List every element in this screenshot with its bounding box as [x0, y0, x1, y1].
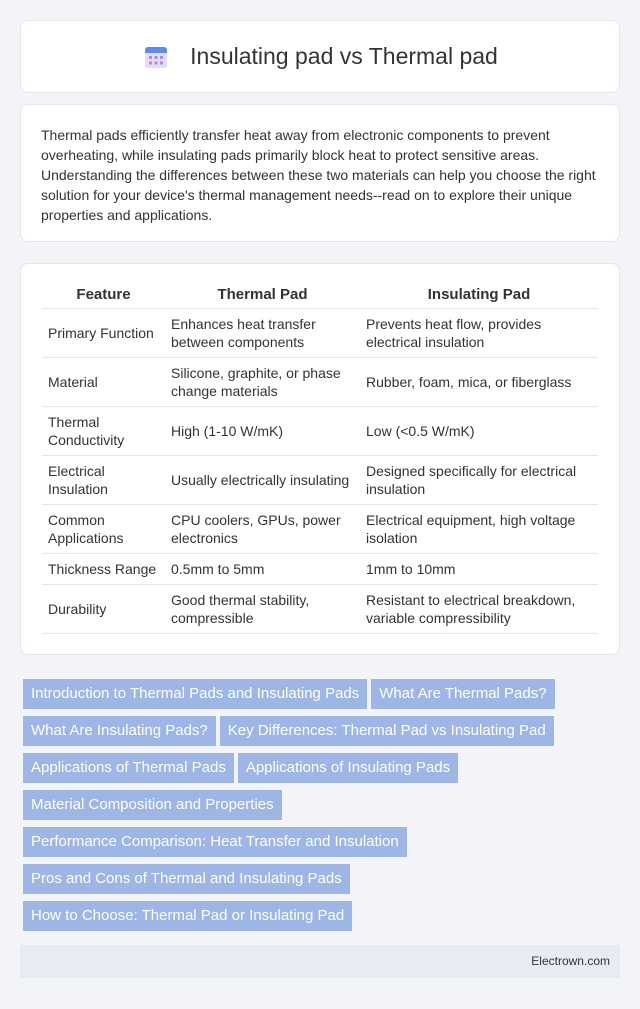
link-key-differences[interactable]: Key Differences: Thermal Pad vs Insulating Pad [220, 716, 554, 746]
table-cell: Prevents heat flow, provides electrical insulation [360, 308, 598, 357]
table-cell: Material [42, 357, 165, 406]
link-material-composition[interactable]: Material Composition and Properties [23, 790, 282, 820]
table-header-row [42, 284, 598, 308]
table-cell: Designed specifically for electrical insulation [360, 455, 598, 504]
table-cell: Enhances heat transfer between components [165, 308, 360, 357]
link-what-are-thermal-pads[interactable]: What Are Thermal Pads? [371, 679, 554, 709]
intro-text: Thermal pads efficiently transfer heat away from electronic components to prevent overheating, while insulating pads primarily block heat to protect sensitive areas. Understanding the differences between these two materials can help you choose the right solution for your device's thermal management needs--read on to explore their unique properties and applications. [41, 127, 596, 223]
table-cell: 1mm to 10mm [360, 553, 598, 584]
table-row [42, 455, 598, 504]
intro-card [20, 104, 620, 242]
table-row [42, 308, 598, 357]
table-cell: 0.5mm to 5mm [165, 553, 360, 584]
link-introduction[interactable]: Introduction to Thermal Pads and Insulating Pads [23, 679, 367, 709]
page-header [20, 20, 620, 93]
table-row [42, 584, 598, 633]
table-row [42, 553, 598, 584]
table-cell: Primary Function [42, 308, 165, 357]
related-links [23, 679, 617, 938]
link-applications-insulating[interactable]: Applications of Insulating Pads [238, 753, 458, 783]
table-cell: CPU coolers, GPUs, power electronics [165, 504, 360, 553]
table-cell: High (1-10 W/mK) [165, 406, 360, 455]
comparison-table-card [20, 263, 620, 655]
table-row [42, 504, 598, 553]
calendar-icon [142, 43, 170, 71]
table-cell: Silicone, graphite, or phase change materials [165, 357, 360, 406]
table-cell: Low (<0.5 W/mK) [360, 406, 598, 455]
table-cell: Rubber, foam, mica, or fiberglass [360, 357, 598, 406]
table-cell: Thickness Range [42, 553, 165, 584]
table-row [42, 406, 598, 455]
table-cell: Common Applications [42, 504, 165, 553]
column-header-feature: Feature [42, 284, 165, 308]
footer [20, 945, 620, 978]
link-pros-and-cons[interactable]: Pros and Cons of Thermal and Insulating Pads [23, 864, 350, 894]
link-performance-comparison[interactable]: Performance Comparison: Heat Transfer and Insulation [23, 827, 407, 857]
comparison-table [42, 284, 598, 634]
table-row [42, 357, 598, 406]
link-how-to-choose[interactable]: How to Choose: Thermal Pad or Insulating Pad [23, 901, 352, 931]
table-cell: Usually electrically insulating [165, 455, 360, 504]
column-header-insulating-pad: Insulating Pad [360, 284, 598, 308]
table-cell: Durability [42, 584, 165, 633]
table-cell: Good thermal stability, compressible [165, 584, 360, 633]
column-header-thermal-pad: Thermal Pad [165, 284, 360, 308]
link-applications-thermal[interactable]: Applications of Thermal Pads [23, 753, 234, 783]
footer-site-name: Electrown.com [531, 954, 610, 968]
link-what-are-insulating-pads[interactable]: What Are Insulating Pads? [23, 716, 216, 746]
table-cell: Thermal Conductivity [42, 406, 165, 455]
page-title: Insulating pad vs Thermal pad [190, 43, 498, 69]
table-cell: Resistant to electrical breakdown, variable compressibility [360, 584, 598, 633]
table-cell: Electrical equipment, high voltage isolation [360, 504, 598, 553]
table-cell: Electrical Insulation [42, 455, 165, 504]
